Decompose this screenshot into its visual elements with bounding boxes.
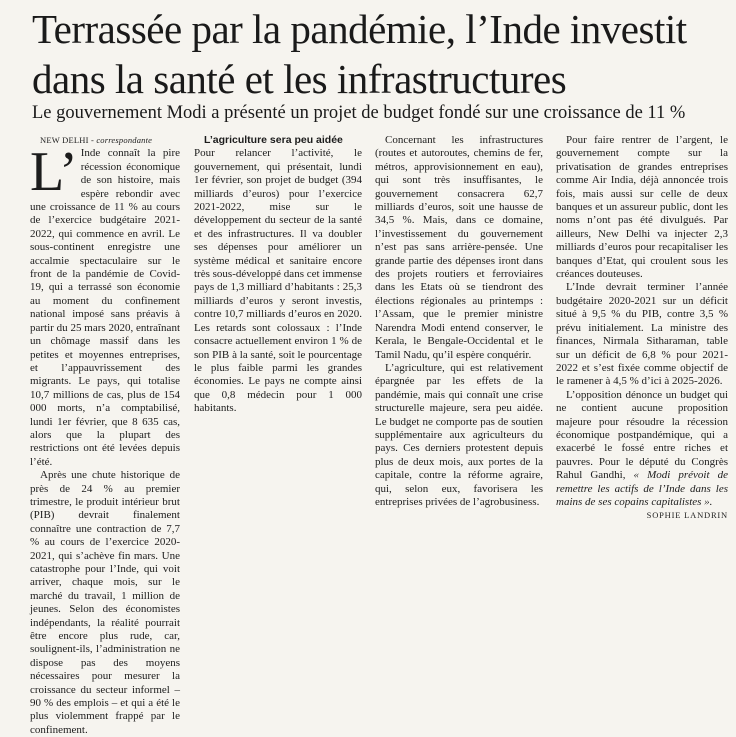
byline-role: correspondante: [96, 135, 153, 145]
paragraph-5: L’agriculture, qui est relativement épargnée par les effets de la pandémie, mais qui connaît une crise structurelle majeure, sera peu aidée. Le budget ne comporte pas de soutien supplémentaire aux agriculteurs du pays. Ces derniers protestent depuis plus de deux mois, aux portes de la capitale, contre la réforme agraire, qui, selon eux, favorisera les entreprises privées de l’agrobusiness.: [375, 361, 543, 508]
paragraph-4: Concernant les infrastructures (routes et autoroutes, chemins de fer, métros, approvisionnement en eau), qui sont très insuffisantes, le gouvernement consacrera 62,7 milliards d’euros, soit une hausse de 34,5 %. Mais, dans ce domaine, l’investissement du gouvernement n’est pas sans arrière-pensée. Une grande partie des dépenses iront dans des projets routiers et ferroviaires dans les Etats où se tiendront des élections régionales au printemps : l’Assam, que le premier ministre Narendra Modi entend conserver, le Kerala, le Bengale-Occidental et le Tamil Nadu, qu’il espère conquérir.: [375, 134, 543, 361]
paragraph-3: Pour relancer l’activité, le gouvernement, qui présentait, lundi 1er février, son projet de budget (394 milliards d’euros) pour l’exercice 2021-2022, mise sur le développement du secteur de la santé et des infrastructures. Il va doubler ses dépenses pour améliorer un système médical et sanitaire encore très sous-développé dans cet immense pays de 1,3 milliard d’habitants : 25,3 milliards d’euros y seront investis, contre 10,7 milliards d’euros en 2020. Les retards sont colossaux : l’Inde consacre actuellement environ 1 % de son PIB à la santé, soit le pourcentage le plus faible parmi les grandes économies. Le pays ne compte ainsi que 0,8 médecin pour 1 000 habitants.: [194, 147, 363, 415]
article-column-4: [556, 134, 728, 570]
intertitle: L’agriculture sera peu aidée: [204, 134, 343, 146]
dropcap: L’: [30, 141, 78, 204]
paragraph-8: [556, 389, 728, 510]
article-subhead: Le gouvernement Modi a présenté un projet de budget fondé sur une croissance de 11 %: [32, 103, 686, 123]
article-headline: Terrassée par la pandémie, l’Inde investit dans la santé et les infrastructures: [32, 6, 687, 102]
article-column-2: [194, 134, 362, 570]
article-column-1: [30, 134, 180, 736]
byline-place: NEW DELHI: [40, 135, 89, 145]
paragraph-8-text: L’opposition dénonce un budget qui ne contient aucune proposition majeure pour résoudre la récession économique postpandémique, qui a exacerbé le fossé entre riches et pauvres. Pour le député du Congrès Rahul Gandhi,: [556, 388, 728, 482]
article-column-3: [375, 134, 543, 570]
paragraph-1-text: Inde connaît la pire récession économique de son histoire, mais espère rebondir avec une croissance de 11 % au cours de l’exercice budgétaire 2021-2022, qui commence en avril. Le sous-continent enregistre une accalmie spectaculaire sur le front de la pandémie de Covid-19, qui a terrassé son économie au moment du confinement national imposé sans préavis à partir du 25 mars 2020, entraînant un chômage massif dans les petites et moyennes entreprises, et l’appauvrissement des migrants. Le pays, qui totalise 10,7 millions de cas, plus de 154 000 morts, n’a comptabilisé, lundi 1er février, que 8 635 cas, alors que la plupart des restrictions ont été levées depuis l’été.: [30, 147, 180, 468]
paragraph-7: L’Inde devrait terminer l’année budgétaire 2020-2021 sur un déficit situé à 9,5 % du PIB, contre 3,5 % prévu initialement. La ministre des finances, Nirmala Sitharaman, table sur un déficit de 6,8 % pour 2021-2022 et s’est fixée comme objectif de le ramener à 4,5 % d’ici à 2025-2026.: [556, 281, 728, 388]
paragraph-6: Pour faire rentrer de l’argent, le gouvernement compte sur la privatisation de grandes entreprises comme Air India, déjà annoncée trois fois, mais aussi sur celle de deux banques et un assureur public, dont les noms n’ont pas été divulgués. Par ailleurs, New Delhi va injecter 2,3 milliards d’euros pour recapitaliser les banques d’Etat, qui croulent sous les créances douteuses.: [556, 134, 728, 281]
quote: « Modi prévoit de remettre les actifs de l’Inde dans les mains de ses copains capitalistes ».: [556, 469, 728, 508]
paragraph-1: [30, 141, 180, 469]
paragraph-2: Après une chute historique de près de 24 % au premier trimestre, le produit intérieur brut (PIB) devrait finalement connaître une contraction de 7,7 % au cours de l’exercice 2020-2021, qui s’achève fin mars. Une catastrophe pour l’Inde, qui voit arriver, chaque mois, sur le marché du travail, 1 million de jeunes. Selon des économistes indépendants, la réalité pourrait être encore plus rude, car, soulignent-ils, l’administration ne dispose pas des moyens nécessaires pour mesurer la croissance du secteur informel – 90 % des emplois – et qui a été le plus violemment frappé par le confinement.: [30, 469, 180, 736]
byline: NEW DELHI - correspondante: [40, 135, 153, 145]
signature: SOPHIE LANDRIN: [646, 510, 728, 521]
